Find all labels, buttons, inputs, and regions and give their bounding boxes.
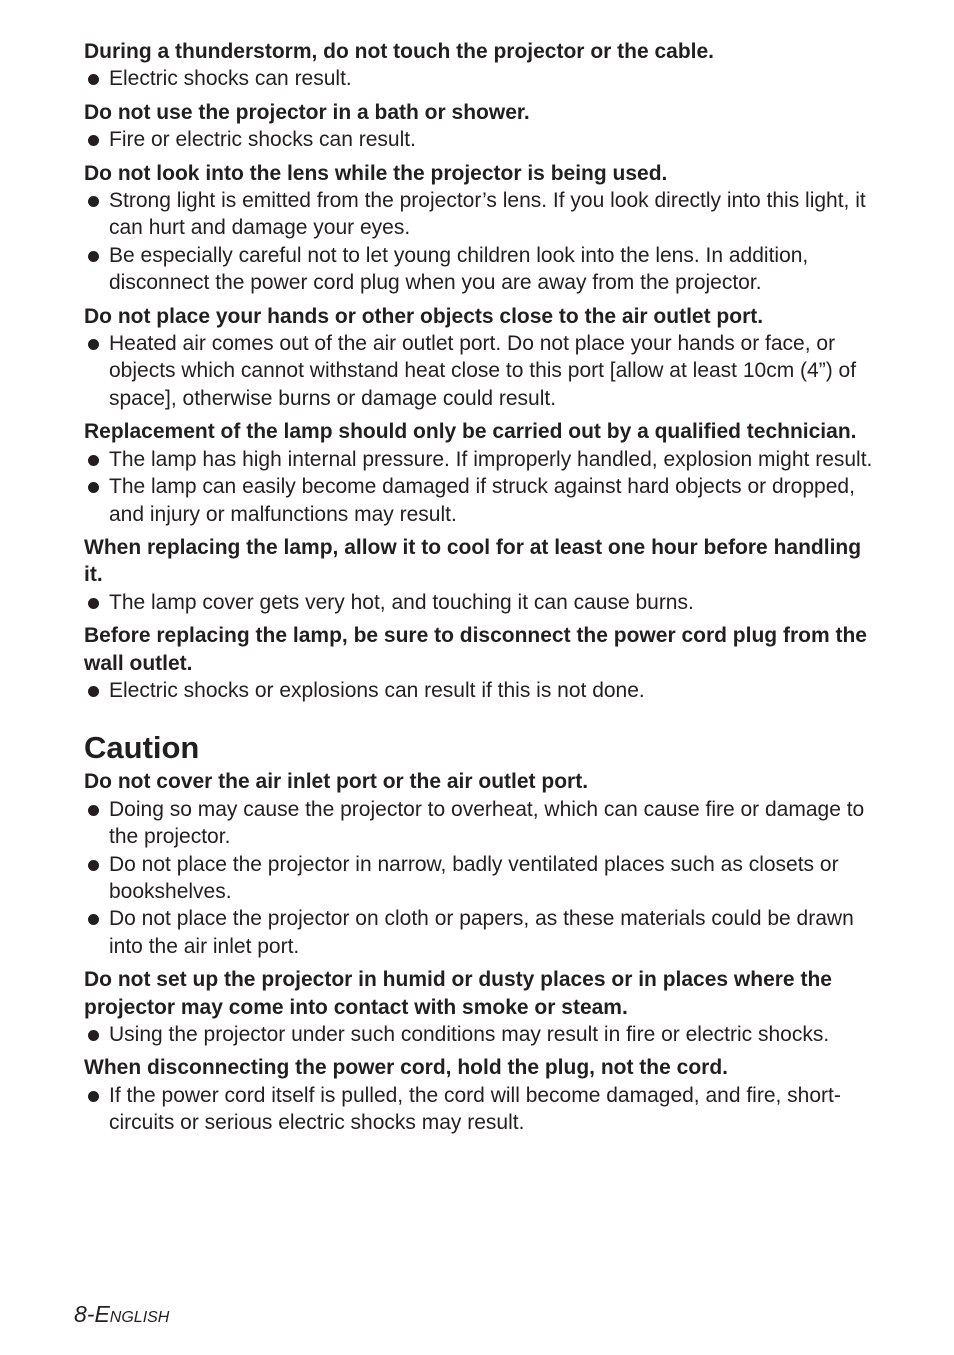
warning-bullet-list: [84, 677, 874, 704]
warning-bullet-list: [84, 446, 874, 528]
warning-heading: Do not place your hands or other objects close to the air outlet port.: [84, 304, 764, 328]
caution-bullet-item: If the power cord itself is pulled, the cord will become damaged, and fire, short-circuits or serious electric shocks may result.: [84, 1082, 874, 1137]
warning-bullet-list: [84, 65, 874, 92]
warning-bullet-item: Electric shocks or explosions can result if this is not done.: [84, 677, 874, 704]
warning-bullet-item: Fire or electric shocks can result.: [84, 126, 874, 153]
warning-bullet-item: The lamp can easily become damaged if struck against hard objects or dropped, and injury or malfunctions may result.: [84, 473, 874, 528]
warning-bullet-list: [84, 187, 874, 297]
caution-bullet-item: Do not place the projector on cloth or papers, as these materials could be drawn into the air inlet port.: [84, 905, 874, 960]
caution-section: [84, 768, 874, 1136]
caution-bullet-item: Do not place the projector in narrow, badly ventilated places such as closets or bookshelves.: [84, 851, 874, 906]
caution-bullet-list: [84, 1082, 874, 1137]
caution-bullet-item: Using the projector under such conditions may result in fire or electric shocks.: [84, 1021, 874, 1048]
caution-heading: When disconnecting the power cord, hold the plug, not the cord.: [84, 1056, 728, 1080]
warning-bullet-list: [84, 330, 874, 412]
warning-heading: Replacement of the lamp should only be carried out by a qualified technician.: [84, 420, 857, 444]
warning-heading: Before replacing the lamp, be sure to disconnect the power cord plug from the wall outlet.: [84, 624, 867, 675]
caution-bullet-list: [84, 796, 874, 960]
warning-heading: During a thunderstorm, do not touch the projector or the cable.: [84, 40, 715, 63]
caution-title: Caution: [84, 730, 200, 766]
warning-bullet-list: [84, 589, 874, 616]
caution-bullet-list: [84, 1021, 874, 1048]
page-content: [84, 38, 874, 1143]
warning-heading: Do not use the projector in a bath or shower.: [84, 100, 530, 124]
warning-bullet-item: Be especially careful not to let young children look into the lens. In addition, disconnect the power cord plug when you are away from the projector.: [84, 242, 874, 297]
warning-bullet-item: Strong light is emitted from the projector’s lens. If you look directly into this light, it can hurt and damage your eyes.: [84, 187, 874, 242]
warnings-section: [84, 38, 874, 704]
caution-bullet-item: Doing so may cause the projector to overheat, which can cause fire or damage to the projector.: [84, 796, 874, 851]
caution-heading: Do not set up the projector in humid or dusty places or in places where the projector may come into contact with smoke or steam.: [84, 968, 832, 1019]
page-number: 8-English: [74, 1301, 170, 1327]
warning-bullet-item: Heated air comes out of the air outlet port. Do not place your hands or face, or objects which cannot withstand heat close to this port [allow at least 10cm (4”) of space], otherwise burns or damage could result.: [84, 330, 874, 412]
warning-bullet-item: The lamp cover gets very hot, and touching it can cause burns.: [84, 589, 874, 616]
caution-heading: Do not cover the air inlet port or the air outlet port.: [84, 770, 589, 794]
warning-bullet-item: Electric shocks can result.: [84, 65, 874, 92]
warning-heading: Do not look into the lens while the projector is being used.: [84, 161, 668, 185]
warning-heading: When replacing the lamp, allow it to cool for at least one hour before handling it.: [84, 535, 862, 587]
warning-bullet-list: [84, 126, 874, 153]
warning-bullet-item: The lamp has high internal pressure. If improperly handled, explosion might result.: [84, 446, 874, 473]
